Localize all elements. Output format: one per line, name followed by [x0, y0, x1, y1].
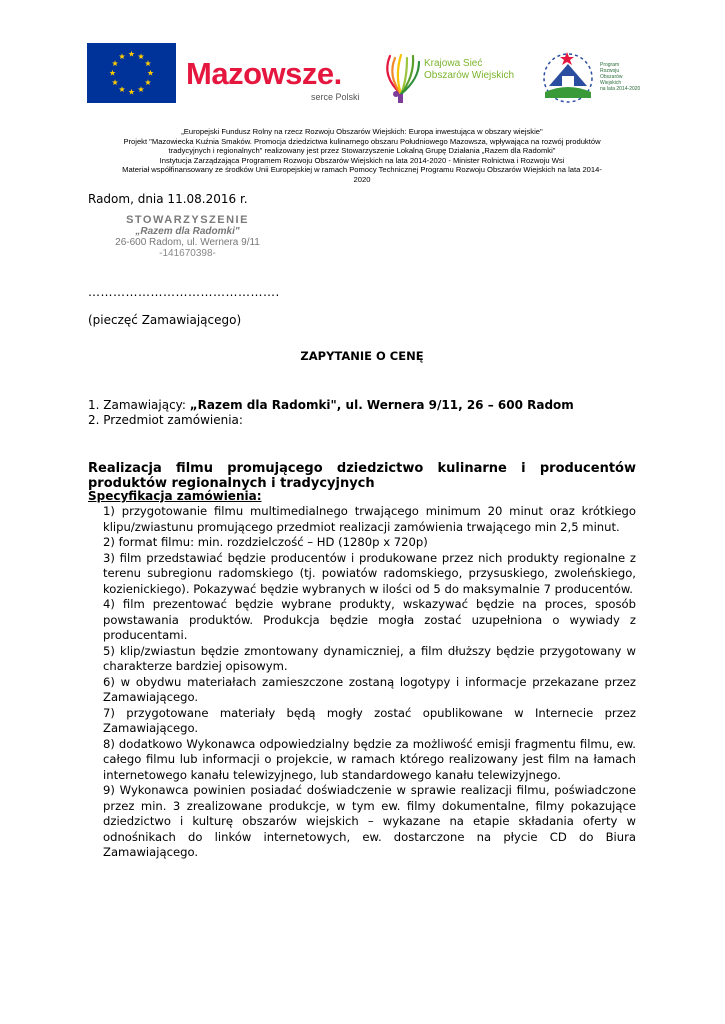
point-2: 2. Przedmiot zamówienia:: [88, 413, 243, 427]
eu-star-icon: [109, 70, 115, 76]
eu-star-icon: [145, 79, 151, 85]
ksow-logo-icon: [380, 52, 422, 104]
spec-item: 7) przygotowane materiały będą mogły zostać opublikowane w Internecie przez Zamawiającego.: [103, 705, 636, 735]
stamp-line-3: 26-600 Radom, ul. Wernera 9/11: [115, 237, 260, 248]
header-line: tradycyjnych i regionalnych" realizowany jest przez Stowarzyszenie Lokalną Grupę Działania „Razem dla Radomki": [168, 146, 556, 156]
spec-item: 9) Wykonawca powinien posiadać doświadczenie w sprawie realizacji filmu, poświadczone przez min. 3 zrealizowane produkcje, w tym ew. filmy dokumentalne, filmy pokazujące dziedzictwo i kulturę obszarów wiejskich – wykazane na etapie składania oferty w odnośnikach do linków internetowych, ew. dostarczone na płycie CD do Biura Zamawiającego.: [103, 783, 636, 859]
stamp-line-4: -141670398-: [159, 248, 216, 259]
signature-dots: ……………………………………….: [88, 285, 280, 299]
eu-stars-icon: [87, 43, 176, 103]
prow-logo-icon: [537, 46, 599, 106]
spec-item: 3) film przedstawiać będzie producentów i produkowane przez nich produkty regionalne z terenu subregionu radomskiego (tj. powiatów radomskiego, przysuskiego, zwoleńskiego, kozienickiego). Pokazywać będzie wybranych w ilości od 5 do maksymalnie 7 producentów.: [103, 550, 636, 596]
mazowsze-tagline: serce Polski: [311, 92, 360, 102]
spec-item: 8) dodatkowo Wykonawca odpowiedzialny będzie za możliwość emisji fragmentu filmu, ew. całego filmu lub informacji o projekcie, w ramach którego realizowany jest film na łamach internetowego kanału telewizyjnego, lub standardowego kanału telewizyjnego.: [103, 736, 636, 782]
spec-label: Specyfikacja zamówienia:: [88, 489, 262, 503]
point-1: [88, 398, 648, 413]
spec-item: 1) przygotowanie filmu multimedialnego trwającego minimum 20 minut oraz krótkiego klipu/zwiastunu promującego przedmiot realizacji zamówienia trwającego min 2,5 minut.: [103, 504, 636, 534]
spec-item: 5) klip/zwiastun będzie zmontowany dynamiczniej, a film dłuższy będzie przygotowany w charakterze bardziej opisowym.: [103, 643, 636, 673]
funding-header: [88, 127, 636, 185]
prow-line-4: Wiejskich: [600, 80, 622, 86]
eu-star-icon: [112, 79, 118, 85]
eu-star-icon: [128, 51, 134, 57]
eu-flag-logo: [87, 43, 176, 103]
organization-stamp: [100, 214, 275, 259]
prow-line-5: na lata 2014-2020: [600, 86, 641, 92]
spec-item: 4) film prezentować będzie wybrane produkty, wskazywać będzie na proces, sposób powstawania produktów. Produkcja będzie mogła zostać uzupełniona o wywiady z producentami.: [103, 597, 636, 642]
stamp-line-2: „Razem dla Radomki": [135, 226, 240, 237]
eu-star-icon: [138, 86, 144, 92]
prow-line-2: Rozwoju: [600, 68, 620, 74]
ksow-logo-text: [424, 58, 514, 82]
seal-label: (pieczęć Zamawiającego): [88, 313, 242, 327]
prow-line-3: Obszarów: [600, 74, 623, 80]
place-date: Radom, dnia 11.08.2016 r.: [88, 192, 248, 206]
document-title: ZAPYTANIE O CENĘ: [300, 349, 424, 363]
eu-star-icon: [119, 86, 125, 92]
spec-list: [88, 504, 636, 861]
header-line: Instytucja Zarządzająca Programem Rozwoju Obszarów Wiejskich na lata 2014-2020 - Minister Rolnictwa i Rozwoju Wsi: [159, 155, 565, 165]
eu-star-icon: [145, 60, 151, 66]
spec-item: 6) w obydwu materiałach zamieszczone zostaną logotypy i informacje przekazane przez Zamawiającego.: [103, 674, 636, 704]
header-line: Projekt "Mazowiecka Kuźnia Smaków. Promocja dziedzictwa kulinarnego obszaru Południowego Mazowsza, wpływająca na rozwój produktów: [123, 136, 601, 146]
eu-star-icon: [119, 53, 125, 59]
eu-star-icon: [112, 60, 118, 66]
subject-heading: Realizacja filmu promującego dziedzictwo kulinarne i producentów produktów regionalnych i tradycyjnych: [88, 461, 636, 491]
eu-star-icon: [128, 89, 134, 95]
stamp-line-1: STOWARZYSZENIE: [126, 214, 249, 226]
header-line: 2020: [353, 174, 371, 184]
eu-star-icon: [147, 70, 153, 76]
prow-line-1: Program: [600, 62, 620, 68]
prow-logo-text: [600, 62, 640, 92]
ksow-line-2: Obszarów Wiejskich: [424, 70, 515, 81]
ksow-line-1: Krajowa Sieć: [424, 58, 483, 69]
point-1-prefix: 1. Zamawiający:: [88, 398, 190, 412]
mazowsze-logo: Mazowsze.: [186, 56, 342, 91]
header-line: „Europejski Fundusz Rolny na rzecz Rozwoju Obszarów Wiejskich: Europa inwestująca w obszary wiejskie": [181, 127, 543, 136]
spec-item: 2) format filmu: min. rozdzielczość – HD (1280p x 720p): [103, 535, 428, 549]
eu-star-icon: [138, 53, 144, 59]
order-points: [88, 398, 648, 428]
point-1-value: „Razem dla Radomki", ul. Wernera 9/11, 26 – 600 Radom: [189, 398, 574, 412]
header-line: Materiał współfinansowany ze środków Unii Europejskiej w ramach Pomocy Technicznej Programu Rozwoju Obszarów Wiejskich na lata 2014-: [122, 165, 602, 175]
